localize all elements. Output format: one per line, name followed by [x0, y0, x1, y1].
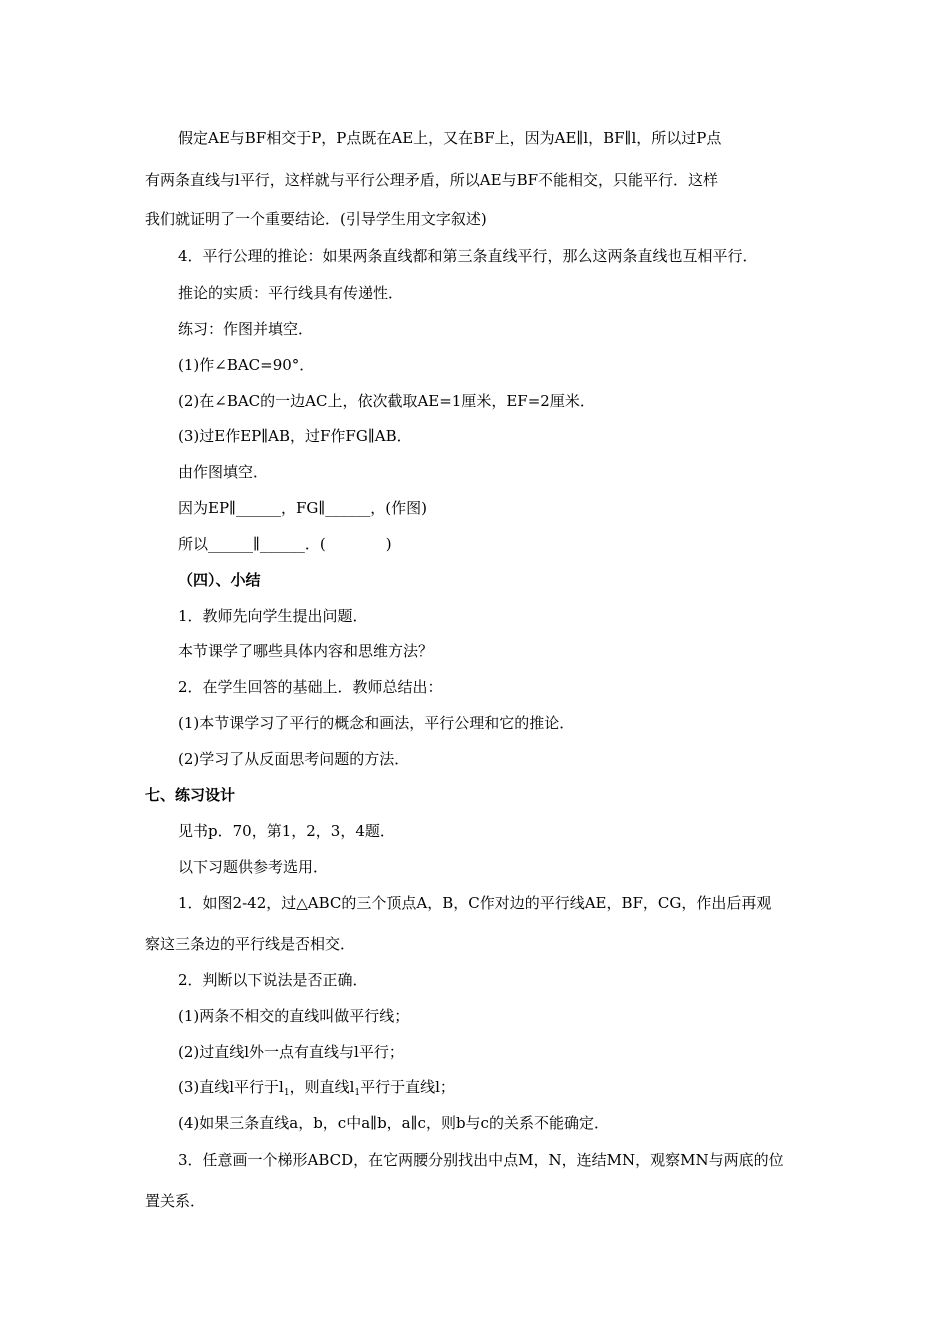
practice-q2-c — [178, 1077, 455, 1097]
summary-heading: （四）、小结 — [178, 571, 261, 589]
practice-q2-c-mid: ，则直线l — [289, 1078, 355, 1096]
exercise-fill-2: 所以______∥______．( ) — [178, 535, 392, 553]
summary-item-2: 2．在学生回答的基础上．教师总结出： — [178, 678, 443, 696]
practice-q1-line-1: 1．如图2-42，过△ABC的三个顶点A，B，C作对边的平行线AE，BF，CG，作出后再观 — [178, 894, 772, 912]
summary-question: 本节课学了哪些具体内容和思维方法？ — [178, 642, 434, 660]
summary-point-1: (1)本节课学习了平行的概念和画法，平行公理和它的推论． — [178, 714, 575, 732]
intro-line-2: 有两条直线与l平行，这样就与平行公理矛盾，所以AE与BF不能相交，只能平行．这样 — [145, 171, 719, 189]
subscript-1: 1 — [354, 1088, 361, 1098]
exercise-fill-intro: 由作图填空． — [178, 463, 269, 481]
subscript-1: 1 — [283, 1088, 290, 1098]
practice-q1-line-2: 察这三条边的平行线是否相交． — [145, 935, 356, 953]
exercise-fill-1: 因为EP∥______，FG∥______，(作图) — [178, 499, 427, 517]
practice-q2: 2．判断以下说法是否正确． — [178, 971, 368, 989]
summary-item-1: 1．教师先向学生提出问题． — [178, 607, 368, 625]
exercise-step-1: (1)作∠BAC=90°． — [178, 356, 315, 374]
exercise-step-3: (3)过E作EP∥AB，过F作FG∥AB． — [178, 427, 412, 445]
practice-q3-line-2: 置关系． — [145, 1192, 206, 1210]
practice-book: 见书p．70，第1，2，3，4题． — [178, 822, 395, 840]
practice-q2-d: (4)如果三条直线a，b，c中a∥b，a∥c，则b与c的关系不能确定． — [178, 1114, 609, 1132]
practice-q2-b: (2)过直线l外一点有直线与l平行； — [178, 1043, 404, 1061]
exercise-step-2: (2)在∠BAC的一边AC上，依次截取AE=1厘米，EF=2厘米． — [178, 392, 595, 410]
corollary-essence: 推论的实质：平行线具有传递性． — [178, 284, 404, 302]
practice-optional: 以下习题供参考选用． — [178, 858, 329, 876]
exercise-title: 练习：作图并填空． — [178, 320, 314, 338]
practice-heading: 七、练习设计 — [145, 786, 236, 804]
practice-q2-c-post: 平行于直线l； — [360, 1078, 455, 1096]
summary-point-2: (2)学习了从反面思考问题的方法． — [178, 750, 410, 768]
corollary-item-4: 4．平行公理的推论：如果两条直线都和第三条直线平行，那么这两条直线也互相平行． — [178, 247, 758, 265]
intro-line-3: 我们就证明了一个重要结论．(引导学生用文字叙述) — [145, 210, 487, 228]
practice-q2-c-pre: (3)直线l平行于l — [178, 1078, 284, 1096]
practice-q3-line-1: 3．任意画一个梯形ABCD，在它两腰分别找出中点M，N，连结MN，观察MN与两底的位 — [178, 1151, 784, 1169]
practice-q2-a: (1)两条不相交的直线叫做平行线； — [178, 1007, 410, 1025]
intro-line-1: 假定AE与BF相交于P，P点既在AE上，又在BF上，因为AE∥l，BF∥l，所以过P点 — [178, 129, 722, 147]
